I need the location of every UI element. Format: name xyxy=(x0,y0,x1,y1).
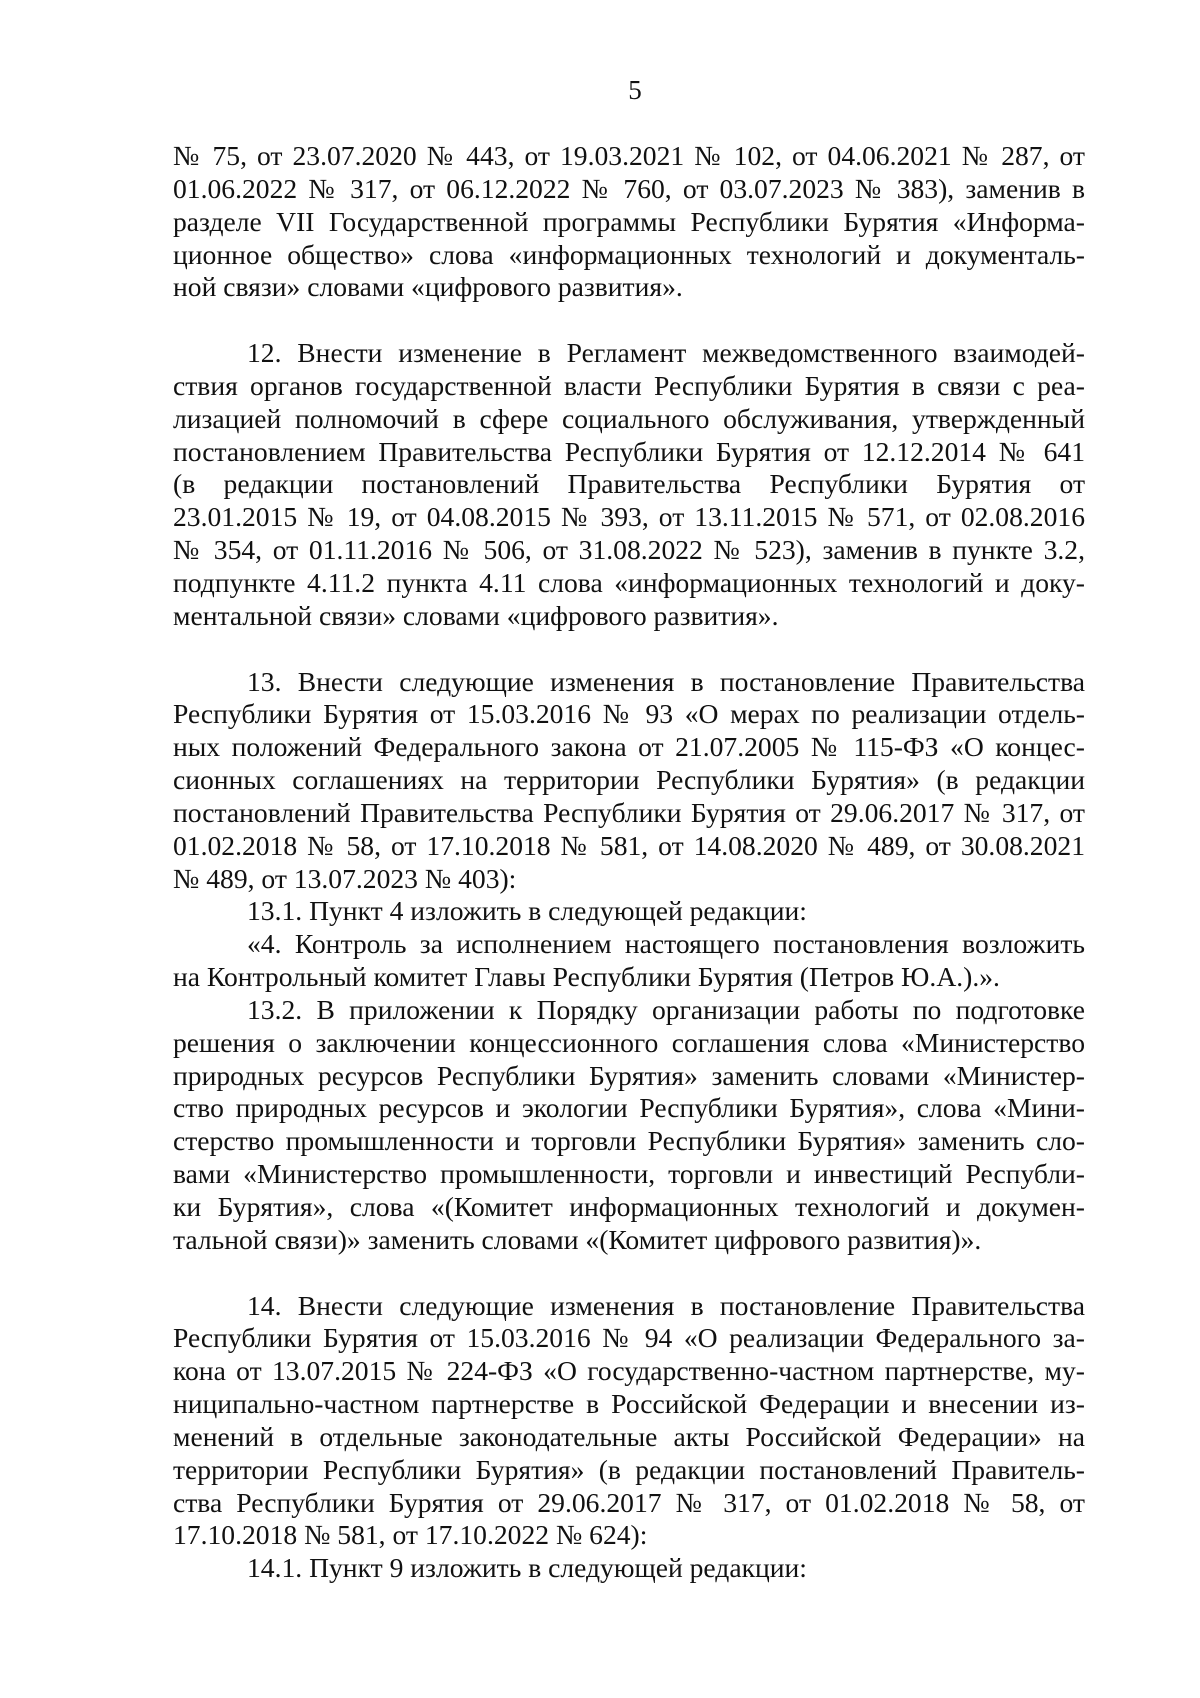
text-line: 12. Внести изменение в Регламент межведомственного взаимодей- xyxy=(247,337,1085,369)
paragraph xyxy=(173,666,1085,896)
text-line: 01.06.2022 № 317, от 06.12.2022 № 760, от 03.07.2023 № 383), заменив в xyxy=(173,172,1085,204)
text-line: 13.1. Пункт 4 изложить в следующей редакции: xyxy=(247,895,807,927)
paragraph xyxy=(173,1552,1085,1585)
text-line: постановлений Правительства Республики Бурятия от 29.06.2017 № 317, от xyxy=(173,796,1085,828)
text-line: подпункте 4.11.2 пункта 4.11 слова «информационных технологий и доку- xyxy=(173,566,1085,598)
text-line: 01.02.2018 № 58, от 17.10.2018 № 581, от 14.08.2020 № 489, от 30.08.2021 xyxy=(173,829,1085,861)
paragraph xyxy=(173,895,1085,928)
text-line: 13. Внести следующие изменения в постановление Правительства xyxy=(247,665,1085,697)
text-line: природных ресурсов Республики Бурятия» заменить словами «Министер- xyxy=(173,1059,1085,1091)
text-line: № 354, от 01.11.2016 № 506, от 31.08.2022 № 523), заменив в пункте 3.2, xyxy=(173,534,1085,566)
text-line: на Контрольный комитет Главы Республики Бурятия (Петров Ю.А.).». xyxy=(173,961,1000,993)
paragraph xyxy=(173,994,1085,1257)
text-line: ки Бурятия», слова «(Комитет информационных технологий и докумен- xyxy=(173,1191,1085,1222)
text-line: ниципально-частном партнерстве в Российской Федерации и внесении из- xyxy=(173,1388,1085,1420)
paragraph xyxy=(173,1290,1085,1553)
text-line: ментальной связи» словами «цифрового развития». xyxy=(173,599,779,631)
text-line: ствия органов государственной власти Республики Бурятия в связи с реа- xyxy=(173,369,1085,401)
text-line: 14. Внести следующие изменения в постановление Правительства xyxy=(247,1289,1085,1321)
text-line: «4. Контроль за исполнением настоящего постановления возложить xyxy=(247,928,1085,960)
text-line: постановлением Правительства Республики Бурятия от 12.12.2014 № 641 xyxy=(173,435,1085,467)
text-line: № 75, от 23.07.2020 № 443, от 19.03.2021 № 102, от 04.06.2021 № 287, от xyxy=(173,140,1085,171)
paragraph xyxy=(173,140,1085,304)
text-line: (в редакции постановлений Правительства Республики Бурятия от xyxy=(173,468,1085,500)
text-line: территории Республики Бурятия» (в редакции постановлений Правитель- xyxy=(173,1453,1085,1485)
text-line: № 489, от 13.07.2023 № 403): xyxy=(173,862,517,894)
paragraph-gap xyxy=(173,633,1085,666)
text-line: ство природных ресурсов и экологии Республики Бурятия», слова «Мини- xyxy=(173,1092,1085,1124)
text-line: стерство промышленности и торговли Республики Бурятия» заменить сло- xyxy=(173,1125,1085,1157)
text-line: вами «Министерство промышленности, торговли и инвестиций Республи- xyxy=(173,1158,1085,1190)
text-line: сионных соглашениях на территории Республики Бурятия» (в редакции xyxy=(173,764,1085,796)
text-line: 23.01.2015 № 19, от 04.08.2015 № 393, от 13.11.2015 № 571, от 02.08.2016 xyxy=(173,501,1085,533)
text-line: менений в отдельные законодательные акты Российской Федерации» на xyxy=(173,1420,1085,1452)
paragraph-gap xyxy=(173,304,1085,337)
document-body xyxy=(173,140,1085,1585)
page-number: 5 xyxy=(628,75,642,105)
text-line: кона от 13.07.2015 № 224-ФЗ «О государственно-частном партнерстве, му- xyxy=(173,1355,1085,1387)
text-line: ционное общество» слова «информационных технологий и документаль- xyxy=(173,238,1085,270)
paragraph xyxy=(173,337,1085,633)
text-line: ства Республики Бурятия от 29.06.2017 № 317, от 01.02.2018 № 58, от xyxy=(173,1486,1085,1518)
text-line: тальной связи)» заменить словами «(Комитет цифрового развития)». xyxy=(173,1223,982,1255)
text-line: 13.2. В приложении к Порядку организации работы по подготовке xyxy=(247,993,1085,1025)
text-line: ной связи» словами «цифрового развития». xyxy=(173,271,683,303)
text-line: 17.10.2018 № 581, от 17.10.2022 № 624): xyxy=(173,1519,648,1551)
paragraph xyxy=(173,928,1085,994)
text-line: решения о заключении концессионного соглашения слова «Министерство xyxy=(173,1026,1085,1058)
paragraph-gap xyxy=(173,1257,1085,1290)
text-line: 14.1. Пункт 9 изложить в следующей редакции: xyxy=(247,1552,807,1584)
text-line: Республики Бурятия от 15.03.2016 № 93 «О мерах по реализации отдель- xyxy=(173,698,1085,730)
text-line: лизацией полномочий в сфере социального обслуживания, утвержденный xyxy=(173,402,1085,434)
text-line: Республики Бурятия от 15.03.2016 № 94 «О реализации Федерального за- xyxy=(173,1322,1085,1354)
text-line: разделе VII Государственной программы Республики Бурятия «Информа- xyxy=(173,205,1085,237)
text-line: ных положений Федерального закона от 21.07.2005 № 115-ФЗ «О концес- xyxy=(173,731,1085,763)
